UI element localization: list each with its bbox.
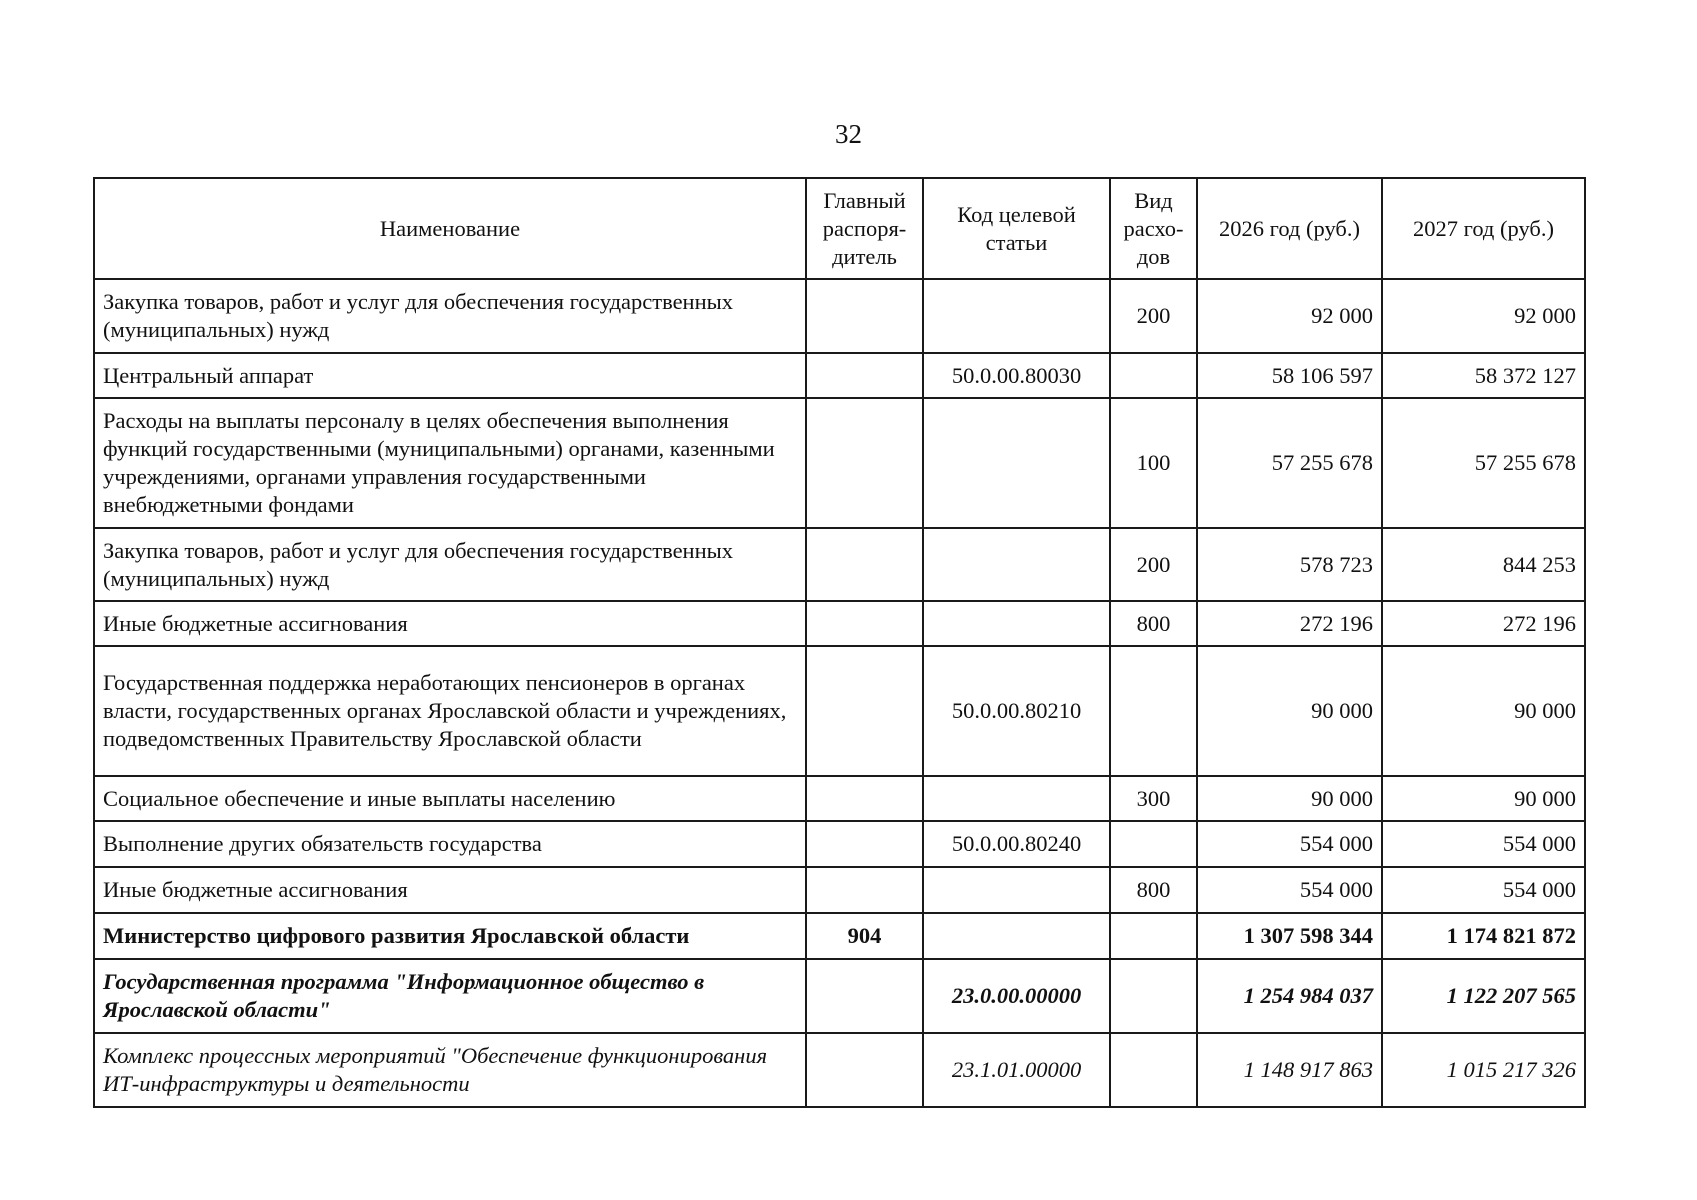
header-type: Вид расхо-дов (1110, 178, 1197, 279)
row-2027: 844 253 (1382, 528, 1585, 601)
table-row (94, 353, 1585, 398)
row-type: 800 (1110, 867, 1197, 913)
row-name: Государственная поддержка неработающих пенсионеров в органах власти, государственных органах Ярославской области и учреждениях, подведомственных Правительству Ярославской области (94, 646, 806, 776)
row-type: 300 (1110, 776, 1197, 821)
header-code: Код целевой статьи (923, 178, 1110, 279)
row-code (923, 528, 1110, 601)
row-name: Закупка товаров, работ и услуг для обеспечения государственных (муниципальных) нужд (94, 279, 806, 353)
row-code: 23.0.00.00000 (923, 959, 1110, 1033)
header-manager: Главный распоря-дитель (806, 178, 923, 279)
row-manager (806, 867, 923, 913)
row-2026: 1 148 917 863 (1197, 1033, 1382, 1107)
row-2027: 272 196 (1382, 601, 1585, 646)
header-year-2027: 2027 год (руб.) (1382, 178, 1585, 279)
row-2026: 57 255 678 (1197, 398, 1382, 528)
row-code (923, 867, 1110, 913)
row-name: Иные бюджетные ассигнования (94, 867, 806, 913)
table-row (94, 398, 1585, 528)
row-type: 800 (1110, 601, 1197, 646)
row-name: Центральный аппарат (94, 353, 806, 398)
header-name: Наименование (94, 178, 806, 279)
row-manager (806, 821, 923, 867)
row-name: Государственная программа "Информационное общество в Ярославской области" (94, 959, 806, 1033)
table-row-complex (94, 1033, 1585, 1107)
row-2026: 90 000 (1197, 776, 1382, 821)
row-manager: 904 (806, 913, 923, 959)
row-2027: 554 000 (1382, 821, 1585, 867)
table-row-program (94, 959, 1585, 1033)
table-row (94, 821, 1585, 867)
row-2026: 578 723 (1197, 528, 1382, 601)
row-2027: 554 000 (1382, 867, 1585, 913)
row-type: 100 (1110, 398, 1197, 528)
row-2026: 92 000 (1197, 279, 1382, 353)
table-row (94, 528, 1585, 601)
row-type (1110, 959, 1197, 1033)
table-row (94, 601, 1585, 646)
row-code (923, 776, 1110, 821)
row-2026: 90 000 (1197, 646, 1382, 776)
row-code: 50.0.00.80210 (923, 646, 1110, 776)
row-type (1110, 646, 1197, 776)
row-manager (806, 601, 923, 646)
page-number: 32 (835, 119, 862, 149)
row-2027: 90 000 (1382, 776, 1585, 821)
row-2026: 1 307 598 344 (1197, 913, 1382, 959)
row-code: 50.0.00.80030 (923, 353, 1110, 398)
table-row (94, 776, 1585, 821)
row-code: 50.0.00.80240 (923, 821, 1110, 867)
row-2026: 1 254 984 037 (1197, 959, 1382, 1033)
row-2027: 92 000 (1382, 279, 1585, 353)
row-type (1110, 353, 1197, 398)
row-type: 200 (1110, 279, 1197, 353)
row-manager (806, 646, 923, 776)
row-name: Социальное обеспечение и иные выплаты населению (94, 776, 806, 821)
row-name: Расходы на выплаты персоналу в целях обеспечения выполнения функций государственными (муниципальными) органами, казенными учреждениями, органами управления государственными внебюджетными фондами (94, 398, 806, 528)
row-name: Закупка товаров, работ и услуг для обеспечения государственных (муниципальных) нужд (94, 528, 806, 601)
row-code (923, 913, 1110, 959)
row-manager (806, 528, 923, 601)
header-row (94, 178, 1585, 279)
row-2027: 57 255 678 (1382, 398, 1585, 528)
table-row-ministry (94, 913, 1585, 959)
row-name: Выполнение других обязательств государства (94, 821, 806, 867)
row-2027: 90 000 (1382, 646, 1585, 776)
row-2027: 1 122 207 565 (1382, 959, 1585, 1033)
row-2026: 58 106 597 (1197, 353, 1382, 398)
row-2027: 1 174 821 872 (1382, 913, 1585, 959)
row-type: 200 (1110, 528, 1197, 601)
row-manager (806, 959, 923, 1033)
header-year-2026: 2026 год (руб.) (1197, 178, 1382, 279)
row-code: 23.1.01.00000 (923, 1033, 1110, 1107)
row-code (923, 601, 1110, 646)
row-2027: 1 015 217 326 (1382, 1033, 1585, 1107)
row-type (1110, 821, 1197, 867)
table-row (94, 279, 1585, 353)
row-2026: 272 196 (1197, 601, 1382, 646)
table-row (94, 867, 1585, 913)
row-2027: 58 372 127 (1382, 353, 1585, 398)
row-2026: 554 000 (1197, 867, 1382, 913)
row-manager (806, 776, 923, 821)
row-manager (806, 398, 923, 528)
row-type (1110, 913, 1197, 959)
row-name: Министерство цифрового развития Ярославской области (94, 913, 806, 959)
table-row (94, 646, 1585, 776)
row-code (923, 279, 1110, 353)
row-name: Комплекс процессных мероприятий "Обеспечение функционирования ИТ-инфраструктуры и деятельности (94, 1033, 806, 1107)
row-type (1110, 1033, 1197, 1107)
budget-table (93, 177, 1586, 1108)
row-manager (806, 279, 923, 353)
row-manager (806, 353, 923, 398)
row-2026: 554 000 (1197, 821, 1382, 867)
row-manager (806, 1033, 923, 1107)
row-code (923, 398, 1110, 528)
row-name: Иные бюджетные ассигнования (94, 601, 806, 646)
